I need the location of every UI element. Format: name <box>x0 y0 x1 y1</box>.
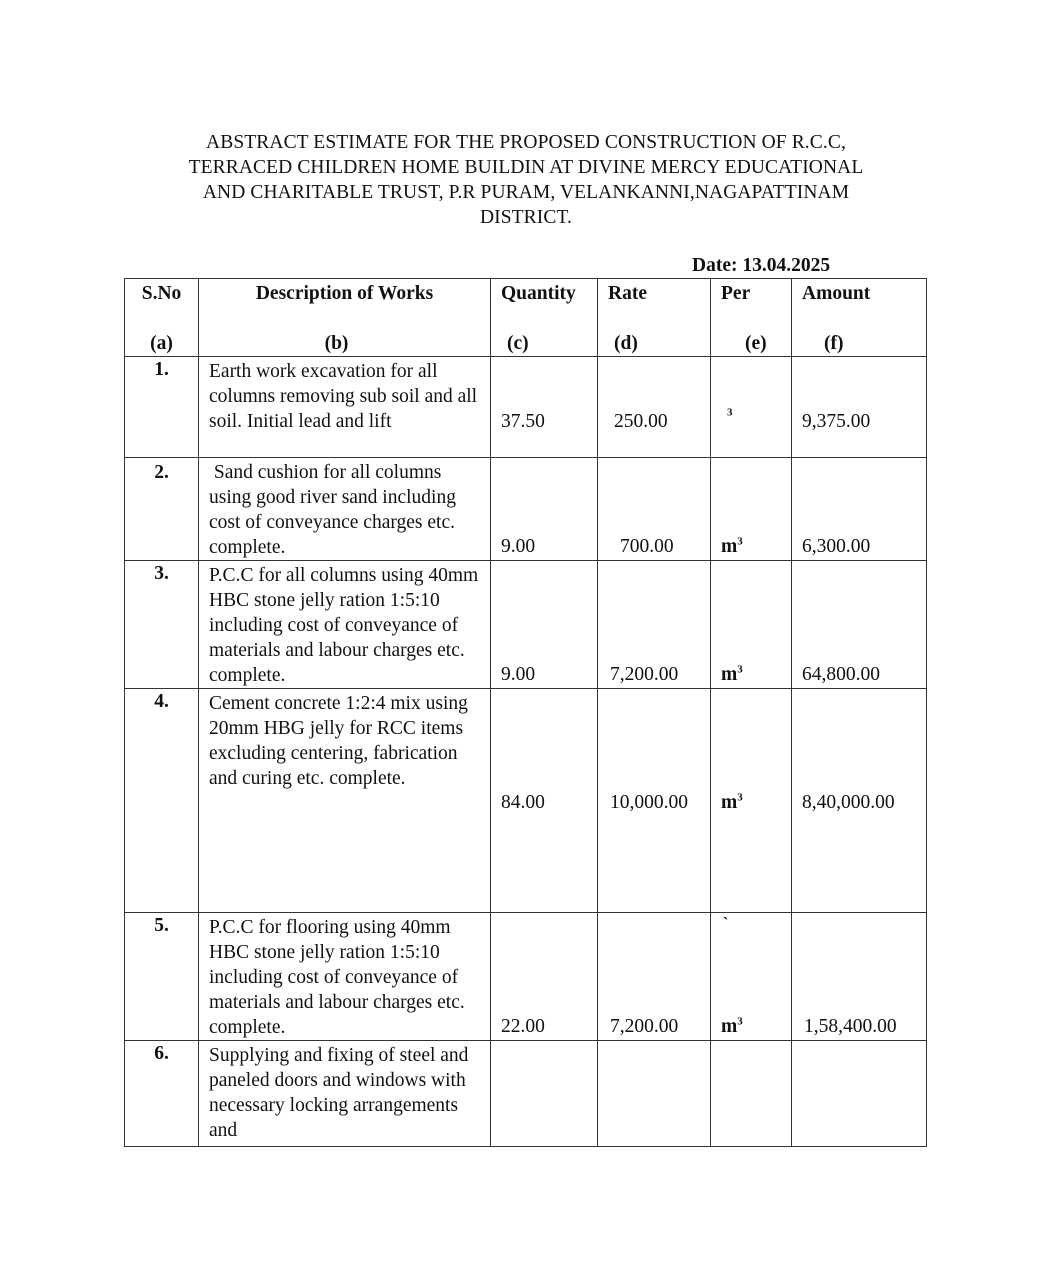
estimate-table <box>124 278 927 1147</box>
header-rate: Rate (d) <box>598 279 711 357</box>
row-sno: 4. <box>125 689 199 913</box>
table-row <box>125 458 927 561</box>
document-title <box>140 130 912 230</box>
row-rate: 10,000.00 <box>598 689 711 913</box>
row-amount: 64,800.00 <box>792 561 927 689</box>
row-description: Sand cushion for all columns using good river sand including cost of conveyance charges etc. complete. <box>199 458 491 561</box>
row-sno: 2. <box>125 458 199 561</box>
row-quantity: 9.00 <box>491 458 598 561</box>
row-quantity: 9.00 <box>491 561 598 689</box>
row-description: P.C.C for flooring using 40mm HBC stone jelly ration 1:5:10 including cost of conveyance of materials and labour charges etc. complete. <box>199 913 491 1041</box>
row-per: ` $m^3$ <box>711 913 792 1041</box>
table-row <box>125 357 927 458</box>
title-line: DISTRICT. <box>479 207 573 228</box>
row-amount <box>792 1041 927 1147</box>
header-amount: Amount (f) <box>792 279 927 357</box>
row-amount: 9,375.00 <box>792 357 927 458</box>
row-description: Cement concrete 1:2:4 mix using 20mm HBG jelly for RCC items excluding centering, fabrication and curing etc. complete. <box>199 689 491 913</box>
row-per <box>711 1041 792 1147</box>
header-per: Per (e) <box>711 279 792 357</box>
row-rate: 700.00 <box>598 458 711 561</box>
row-rate: 7,200.00 <box>598 913 711 1041</box>
row-description: Supplying and fixing of steel and paneled doors and windows with necessary locking arrangements and <box>199 1041 491 1147</box>
row-per: $m^3$ <box>711 458 792 561</box>
row-description: Earth work excavation for all columns removing sub soil and all soil. Initial lead and lift <box>199 357 491 458</box>
row-quantity: 84.00 <box>491 689 598 913</box>
table-row <box>125 1041 927 1147</box>
row-amount: 6,300.00 <box>792 458 927 561</box>
header-description: Description of Works (b) <box>199 279 491 357</box>
row-quantity: 37.50 <box>491 357 598 458</box>
stray-mark: ` <box>723 915 729 932</box>
row-rate: 7,200.00 <box>598 561 711 689</box>
row-sno: 3. <box>125 561 199 689</box>
row-sno: 5. <box>125 913 199 1041</box>
row-rate <box>598 1041 711 1147</box>
row-rate: 250.00 <box>598 357 711 458</box>
row-quantity: 22.00 <box>491 913 598 1041</box>
header-sno: S.No (a) <box>125 279 199 357</box>
title-line: ABSTRACT ESTIMATE FOR THE PROPOSED CONSTRUCTION OF R.C.C, <box>206 132 846 153</box>
row-quantity <box>491 1041 598 1147</box>
row-per: $m^3$ <box>711 689 792 913</box>
header-quantity: Quantity (c) <box>491 279 598 357</box>
table-row <box>125 689 927 913</box>
row-sno: 1. <box>125 357 199 458</box>
document-date: Date: 13.04.2025 <box>692 255 831 276</box>
row-amount: 8,40,000.00 <box>792 689 927 913</box>
row-sno: 6. <box>125 1041 199 1147</box>
title-line: AND CHARITABLE TRUST, P.R PURAM, VELANKANNI,NAGAPATTINAM <box>202 182 850 203</box>
title-line: TERRACED CHILDREN HOME BUILDIN AT DIVINE MERCY EDUCATIONAL <box>188 157 864 178</box>
table-row <box>125 561 927 689</box>
table-row <box>125 913 927 1041</box>
row-description: P.C.C for all columns using 40mm HBC stone jelly ration 1:5:10 including cost of conveyance of materials and labour charges etc. complete. <box>199 561 491 689</box>
row-per: $m^3$ <box>711 561 792 689</box>
row-amount: 1,58,400.00 <box>792 913 927 1041</box>
row-per: 3 <box>711 357 792 458</box>
table-header-row <box>125 279 927 357</box>
